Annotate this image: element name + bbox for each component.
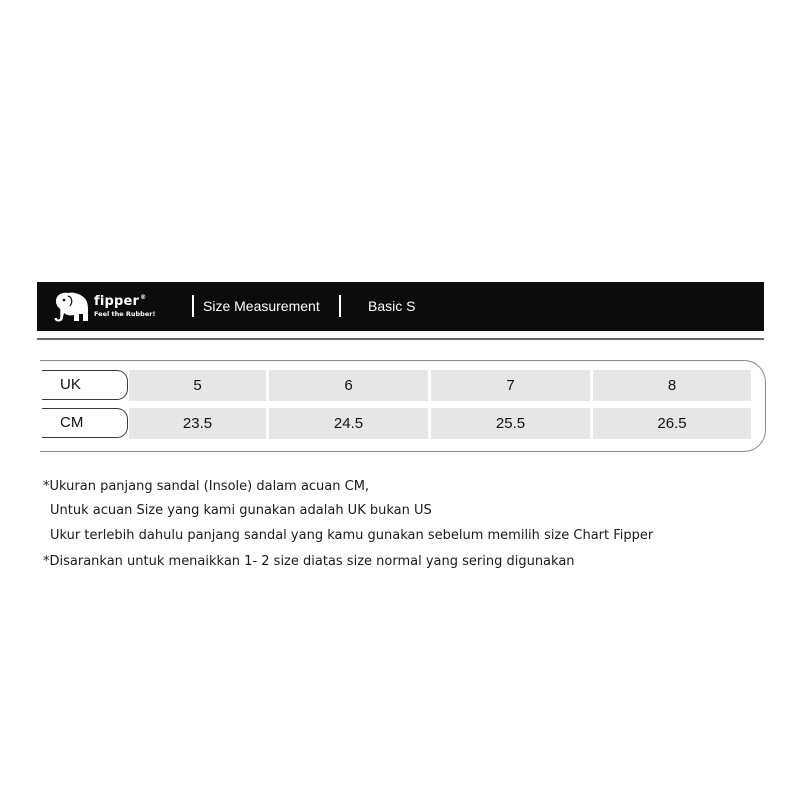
table-cell-uk-2: 6 — [269, 370, 428, 401]
note-line: Ukur terlebih dahulu panjang sandal yang kamu gunakan sebelum memilih size Chart Fipper — [50, 528, 654, 543]
note-line: *Ukuran panjang sandal (Insole) dalam acuan CM, — [43, 479, 370, 494]
table-cell-uk-3: 7 — [431, 370, 590, 401]
table-cell-uk-4: 8 — [593, 370, 751, 401]
note-line: *Disarankan untuk menaikkan 1- 2 size diatas size normal yang sering digunakan — [43, 554, 575, 569]
elephant-icon — [52, 292, 90, 322]
brand-tagline: Feel the Rubber! — [94, 310, 156, 318]
header-divider — [192, 295, 194, 317]
brand-name: fipper® — [94, 294, 147, 309]
table-cell-cm-2: 24.5 — [269, 408, 428, 439]
brand-logo — [52, 292, 162, 322]
page-title: Size Measurement — [203, 298, 320, 314]
header-underline — [37, 338, 764, 340]
product-variant: Basic S — [368, 298, 416, 314]
table-cell-cm-1: 23.5 — [129, 408, 266, 439]
row-label-cm: CM — [42, 408, 128, 438]
row-label-uk: UK — [42, 370, 128, 400]
note-line: Untuk acuan Size yang kami gunakan adalah UK bukan US — [50, 503, 432, 518]
header-bar — [37, 282, 764, 331]
table-cell-uk-1: 5 — [129, 370, 266, 401]
header-divider — [339, 295, 341, 317]
table-cell-cm-3: 25.5 — [431, 408, 590, 439]
table-cell-cm-4: 26.5 — [593, 408, 751, 439]
registered-mark: ® — [140, 294, 147, 301]
